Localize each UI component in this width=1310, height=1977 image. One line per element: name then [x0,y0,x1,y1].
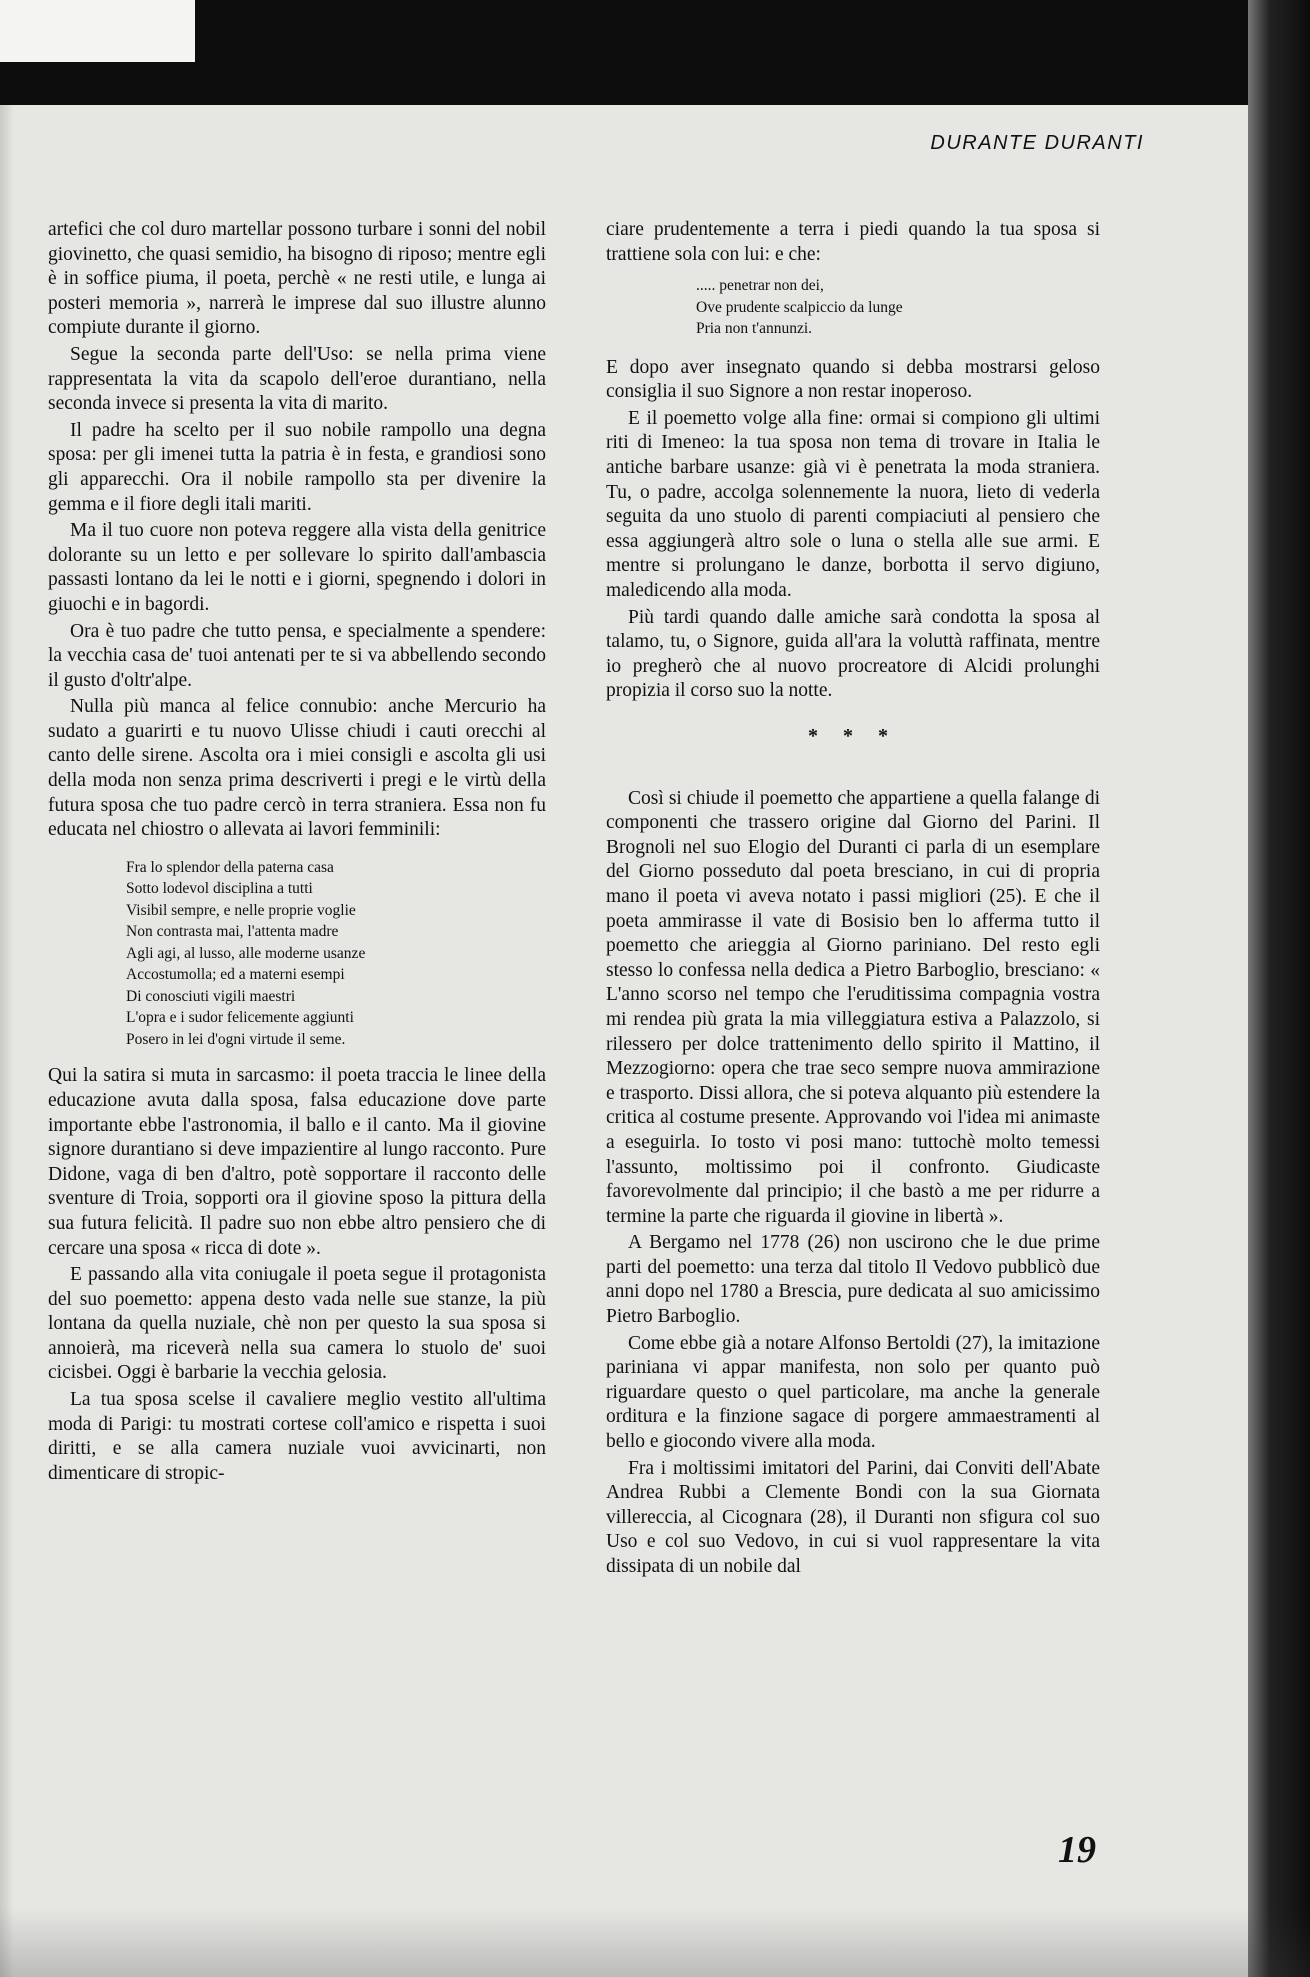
section-separator: * * * [808,725,898,747]
paragraph: La tua sposa scelse il cavaliere meglio vestito all'ultima moda di Parigi: tu mostrati cortese coll'amico e rispetta i suoi diritti, e se alla camera nuziale vuoi avvicinarti, non dimenticare di stropic- [48,1389,546,1484]
paragraph: Ma il tuo cuore non poteva reggere alla vista della genitrice dolorante su un letto e per sollevare lo spirito dall'ambascia passasti lontano da lei le notti e i giorni, spegnendo i dolori in giuochi e in bagordi. [48,520,546,615]
page-bottom-shade [0,1907,1310,1977]
paragraph: E il poemetto volge alla fine: ormai si compiono gli ultimi riti di Imeneo: la tua sposa non tema di trovare in Italia le antiche barbare usanze: già vi è penetrata la moda straniera. Tu, o padre, accolga solennemente la nuora, lieto di vederla seguita da uno stuolo di parenti compiaciuti al pensiero che essa aggiungerà altro sole o luna o stella alle sue armi. E mentre si prolungano le danze, borbotta il servo digiuno, maledicendo alla moda. [606,407,1100,602]
verse-line: Agli agi, al lusso, alle moderne usanze [126,944,366,962]
verse-quote [696,275,1100,340]
verse-line: Posero in lei d'ogni virtude il seme. [126,1030,346,1048]
verse-line: Pria non t'annunzi. [696,320,813,338]
scan-edge-shadow [0,105,14,1977]
verse-quote [126,857,546,1051]
running-head: DURANTE DURANTI [930,132,1144,154]
scan-paper-corner [0,0,195,62]
verse-line: ..... penetrar non dei, [696,277,824,295]
verse-line: L'opra e i sudor felicemente aggiunti [126,1009,354,1027]
verse-line: Visibil sempre, e nelle proprie voglie [126,901,356,919]
paragraph: Il padre ha scelto per il suo nobile rampollo una degna sposa: per gli imenei tutta la patria è in festa, e grandiosi sono gli apparecchi. Ora il nobile rampollo sta per divenire la gemma e il fiore degli itali mariti. [48,419,546,515]
page-number: 19 [1058,1829,1096,1871]
verse-line: Sotto lodevol disciplina a tutti [126,880,313,898]
paragraph: Ora è tuo padre che tutto pensa, e specialmente a spendere: la vecchia casa de' tuoi antenati per te si va abbellendo secondo il gusto d'oltr'alpe. [48,620,546,691]
verse-line: Accostumolla; ed a materni esempi [126,966,345,984]
paragraph: Fra i moltissimi imitatori del Parini, dai Conviti dell'Abate Andrea Rubbi a Clemente Bondi con la sua Giornata villereccia, al Cicognara (28), il Duranti non sfigura col suo Uso e col suo Vedovo, in cui si vuol rappresentare la vita dissipata di un nobile dal [606,1457,1100,1577]
paragraph: E passando alla vita coniugale il poeta segue il protagonista del suo poemetto: appena desto vada nelle sue stanze, la più lontana da quella nuziale, chè non per questo la sua sposa si annoierà, ma riceverà nella sua camera lo stuolo de' suoi cicisbei. Oggi è barbarie la vecchia gelosia. [48,1264,546,1384]
paragraph: Più tardi quando dalle amiche sarà condotta la sposa al talamo, tu, o Signore, guida all'ara la voluttà raffinata, mentre io pregherò che al nuovo procreatore di Alcidi prolunghi propizia il corso suo la notte. [606,606,1100,702]
verse-line: Di conosciuti vigili maestri [126,987,296,1005]
paragraph: Nulla più manca al felice connubio: anche Mercurio ha sudato a guarirti e tu nuovo Ulisse chiudi i cauti orecchi al canto delle sirene. Ascolta ora i miei consigli e ascolta gli usi della moda non senza prima descriverti i pregi e le virtù della futura sposa che tuo padre cercò in terra straniera. Essa non fu educata nel chiostro o allevata ai lavori femminili: [48,696,546,841]
paragraph: Qui la satira si muta in sarcasmo: il poeta traccia le linee della educazione avuta dalla sposa, falsa educazione dove parte importante ebbe l'astronomia, il ballo e il canto. Ma il giovine signore durantiano si deve impazientire al lungo racconto. Pure Didone, vaga di ben d'altro, potè sopportare il racconto delle sventure di Troia, sopporti ora il giovine sposo la pittura della sua futura felicità. Il padre suo non ebbe altro pensiero che di cercare una sposa « ricca di dote ». [48,1065,546,1259]
paragraph: Segue la seconda parte dell'Uso: se nella prima viene rappresentata la vita da scapolo dell'eroe durantiano, nella seconda invece si presenta la vita di marito. [48,343,546,415]
paragraph: E dopo aver insegnato quando si debba mostrarsi geloso consiglia il suo Signore a non restar inoperoso. [606,356,1100,403]
paragraph: Come ebbe già a notare Alfonso Bertoldi (27), la imitazione pariniana vi appar manifesta, non solo per quanto può riguardare questo o quel particolare, ma anche la generale orditura e la finzione sagace di porgere ammaestramenti al bello e giocondo vivere alla moda. [606,1332,1100,1453]
verse-line: Fra lo splendor della paterna casa [126,858,334,876]
paragraph: Così si chiude il poemetto che appartiene a quella falange di componenti che trassero origine dal Giorno del Parini. Il Brognoli nel suo Elogio del Duranti ci parla di un esemplare del Giorno posseduto dal poeta bresciano, in cui di propria mano il poeta vi aveva notato i passi migliori (25). E che il poeta ammirasse il vate di Bosisio ben lo afferma tutto il poemetto che arieggia al Giorno pariniano. Del resto egli stesso lo confessa nella dedica a Pietro Barboglio, bresciano: « L'anno scorso nel tempo che l'eruditissima compagnia vostra mi rendea più grata la mia villeggiatura estiva a Palazzolo, si rilessero per dolce trattenimento dello spirito il Mattino, il Mezzogiorno: opera che trae seco sempre nuova ammirazione e trasporto. Dissi allora, che si poteva alquanto più estendere la critica al costume presente. Approvando voi l'idea mi animaste a eseguirla. Io tosto vi posi mano: tuttochè molto temessi l'assunto, moltissimo poi il confronto. Giudicaste favorevolmente dal principio; il che bastò a me per ridurre a termine la parte che riguarda il giovine in libertà ». [606,787,1100,1227]
paragraph: artefici che col duro martellar possono turbare i sonni del nobil giovinetto, che quasi semidio, ha bisogno di riposo; mentre egli è in soffice piuma, il poeta, perchè « ne resti utile, e lunga ai posteri memoria », narrerà le imprese dal suo illustre alunno compiute durante il giorno. [48,219,546,339]
verse-line: Non contrasta mai, l'attenta madre [126,923,339,941]
verse-line: Ove prudente scalpiccio da lunge [696,298,903,316]
paragraph: ciare prudentemente a terra i piedi quando la tua sposa si trattiene sola con lui: e che: [606,219,1100,265]
right-column [606,218,1100,1582]
left-column [48,218,546,1488]
scan-border-right [1248,0,1310,1977]
scan-border-top [0,0,1310,105]
paragraph: A Bergamo nel 1778 (26) non uscirono che le due prime parti del poemetto: una terza dal titolo Il Vedovo pubblicò due anni dopo nel 1780 a Brescia, pure dedicata al suo amicissimo Pietro Barboglio. [606,1232,1100,1328]
